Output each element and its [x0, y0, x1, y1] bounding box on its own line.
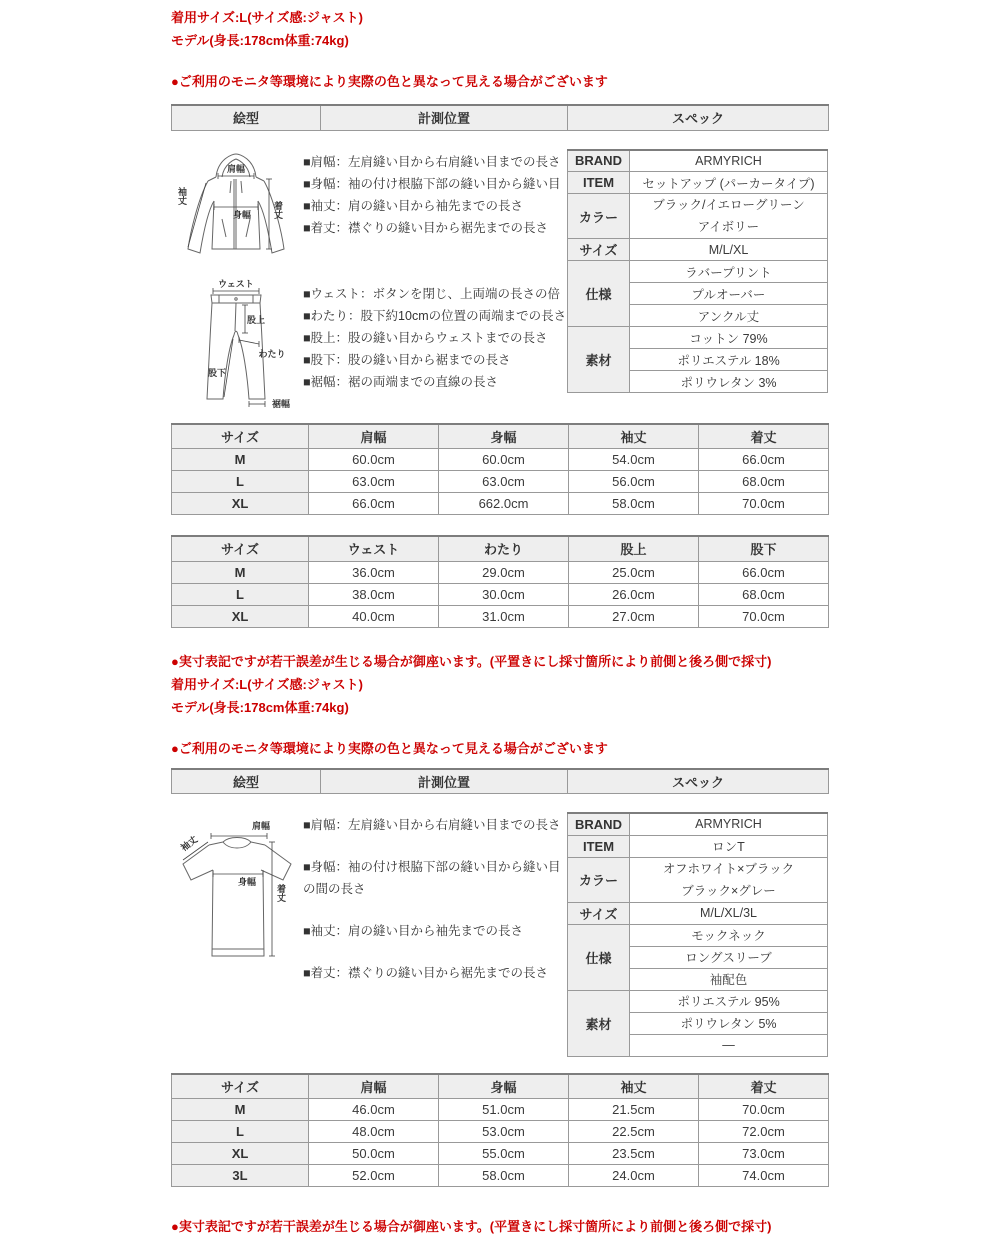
- pants-waist-label: ウェスト: [218, 278, 254, 289]
- spec-value-material: ポリウレタン 5%: [630, 1012, 828, 1034]
- size-name-cell: XL: [172, 493, 309, 515]
- spec-value-color: [630, 857, 828, 902]
- section2-body: [171, 812, 828, 1057]
- size-value-cell: 74.0cm: [699, 1165, 829, 1187]
- hoodie-width-label: 身幅: [232, 209, 252, 220]
- size-name-cell: XL: [172, 605, 309, 627]
- size-col-header: 肩幅: [309, 1074, 439, 1099]
- size-value-cell: 56.0cm: [569, 471, 699, 493]
- section1-measure-descriptions: [303, 149, 567, 393]
- spacer: [171, 719, 828, 737]
- size-value-cell: 60.0cm: [309, 449, 439, 471]
- size-value-cell: 66.0cm: [699, 449, 829, 471]
- measure-item: ■着丈：襟ぐりの縫い目から裾先までの長さ: [303, 966, 549, 980]
- spec-value-material: ポリエステル 95%: [630, 990, 828, 1012]
- size-name-cell: L: [172, 583, 309, 605]
- section2-spec-table: [567, 812, 828, 1057]
- measure-item: ■ウェスト：ボタンを閉じ、上両端の長さの倍: [303, 286, 561, 301]
- size-value-cell: 38.0cm: [309, 583, 439, 605]
- spec-label-color: カラー: [568, 194, 630, 239]
- size-value-cell: 63.0cm: [309, 471, 439, 493]
- size-value-cell: 73.0cm: [699, 1143, 829, 1165]
- section1-diagrams: [171, 149, 303, 409]
- size-value-cell: 22.5cm: [569, 1121, 699, 1143]
- spec-color-line: ブラック/イエローグリーン: [652, 198, 805, 212]
- spec-value-material: コットン 79%: [630, 327, 828, 349]
- size-col-header: サイズ: [172, 536, 309, 561]
- jacket-size-table: [171, 423, 829, 516]
- model-note: モデル(身長:178cm体重:74kg): [171, 33, 349, 48]
- spec-label-material: 素材: [568, 327, 630, 393]
- size-value-cell: 60.0cm: [439, 449, 569, 471]
- measure-item: ■肩幅：左肩縫い目から右肩縫い目までの長さ: [303, 154, 561, 169]
- size-col-header: 身幅: [439, 424, 569, 449]
- spec-value-material: —: [630, 1034, 828, 1056]
- disclaimer-note: ●実寸表記ですが若干誤差が生じる場合が御座います。(平置きにし採寸箇所により前側と後ろ側で採寸): [171, 653, 772, 669]
- size-name-cell: L: [172, 1121, 309, 1143]
- section1-body: [171, 149, 828, 409]
- size-value-cell: 70.0cm: [699, 605, 829, 627]
- pants-diagram-icon: [179, 277, 297, 409]
- column-header-illustration: 絵型: [172, 769, 321, 794]
- column-header-illustration: 絵型: [172, 105, 321, 130]
- spec-color-line: オフホワイト×ブラック: [662, 861, 795, 876]
- tshirt-length-label: 着丈: [276, 884, 286, 902]
- spec-label-features: 仕様: [568, 261, 630, 327]
- measure-item: ■身幅：袖の付け根脇下部の縫い目から縫い目: [303, 176, 561, 191]
- table-row: [172, 583, 829, 605]
- hoodie-shoulder-label: 肩幅: [226, 163, 246, 174]
- tshirt-shoulder-label: 肩幅: [251, 821, 271, 831]
- pants-rise-label: 股上: [246, 314, 266, 325]
- spec-color-line: ブラック×グレー: [681, 883, 776, 898]
- table-row: [172, 605, 829, 627]
- size-col-header: 袖丈: [569, 1074, 699, 1099]
- size-col-header: サイズ: [172, 1074, 309, 1099]
- spec-value-feature: プルオーバー: [630, 283, 828, 305]
- size-col-header: 股下: [699, 536, 829, 561]
- column-header-measure-position: 計測位置: [321, 105, 568, 130]
- tshirt-diagram-icon: [171, 816, 301, 976]
- hoodie-diagram-icon: [174, 149, 299, 269]
- section1-spec: [567, 149, 828, 394]
- size-value-cell: 40.0cm: [309, 605, 439, 627]
- spec-value-brand: ARMYRICH: [630, 813, 828, 835]
- spec-label-brand: BRAND: [568, 813, 630, 835]
- spec-value-feature: ロングスリーブ: [630, 946, 828, 968]
- size-value-cell: 58.0cm: [439, 1165, 569, 1187]
- size-value-cell: 50.0cm: [309, 1143, 439, 1165]
- spec-value-material: ポリウレタン 3%: [630, 371, 828, 393]
- disclaimer-note-bottom: ●実寸表記ですが若干誤差が生じる場合が御座います。(平置きにし採寸箇所により前側と後ろ側で採寸): [171, 1219, 772, 1234]
- measure-item: ■袖丈：肩の縫い目から袖先までの長さ: [303, 924, 524, 938]
- section2-header-table: [171, 768, 829, 795]
- size-col-header: わたり: [439, 536, 569, 561]
- section2-spec: [567, 812, 828, 1057]
- spacer: [171, 52, 828, 70]
- table-row: [172, 449, 829, 471]
- wear-size-note: 着用サイズ:L(サイズ感:ジャスト): [171, 10, 363, 25]
- pants-measure-group: [303, 283, 567, 393]
- size-value-cell: 53.0cm: [439, 1121, 569, 1143]
- table-row: [172, 1121, 829, 1143]
- column-header-spec: スペック: [568, 105, 829, 130]
- table-row: [172, 471, 829, 493]
- size-col-header: 身幅: [439, 1074, 569, 1099]
- size-value-cell: 662.0cm: [439, 493, 569, 515]
- spec-label-item: ITEM: [568, 835, 630, 857]
- size-name-cell: M: [172, 1099, 309, 1121]
- measure-item: ■袖丈：肩の縫い目から袖先までの長さ: [303, 198, 524, 213]
- table-row: [172, 561, 829, 583]
- column-header-measure-position: 計測位置: [321, 769, 568, 794]
- size-col-header: サイズ: [172, 424, 309, 449]
- spec-value-color: [630, 194, 828, 239]
- spec-value-feature: ラバープリント: [630, 261, 828, 283]
- model-note: モデル(身長:178cm体重:74kg): [171, 699, 349, 715]
- size-name-cell: M: [172, 561, 309, 583]
- spec-value-feature: モックネック: [630, 924, 828, 946]
- spec-label-size: サイズ: [568, 239, 630, 261]
- tshirt-width-label: 身幅: [237, 877, 257, 887]
- size-value-cell: 52.0cm: [309, 1165, 439, 1187]
- size-value-cell: 66.0cm: [699, 561, 829, 583]
- size-value-cell: 27.0cm: [569, 605, 699, 627]
- pants-size-table: [171, 535, 829, 628]
- monitor-note: ●ご利用のモニタ等環境により実際の色と異なって見える場合がございます: [171, 740, 608, 756]
- measure-item: ■わたり：股下約10cmの位置の両端までの長さ: [303, 308, 567, 323]
- size-value-cell: 70.0cm: [699, 1099, 829, 1121]
- size-value-cell: 24.0cm: [569, 1165, 699, 1187]
- spec-value-size: M/L/XL/3L: [630, 902, 828, 924]
- table-row: [172, 1099, 829, 1121]
- size-name-cell: XL: [172, 1143, 309, 1165]
- size-value-cell: 55.0cm: [439, 1143, 569, 1165]
- size-value-cell: 30.0cm: [439, 583, 569, 605]
- size-col-header: 着丈: [699, 1074, 829, 1099]
- size-value-cell: 29.0cm: [439, 561, 569, 583]
- size-value-cell: 31.0cm: [439, 605, 569, 627]
- spec-label-brand: BRAND: [568, 150, 630, 172]
- size-value-cell: 36.0cm: [309, 561, 439, 583]
- column-header-spec: スペック: [568, 769, 829, 794]
- section2-diagrams: [171, 812, 303, 976]
- mid-notes: [171, 650, 828, 760]
- spec-label-material: 素材: [568, 990, 630, 1056]
- pants-hem-label: 裾幅: [271, 398, 291, 409]
- spec-value-feature: アンクル丈: [630, 305, 828, 327]
- size-col-header: 袖丈: [569, 424, 699, 449]
- size-value-cell: 58.0cm: [569, 493, 699, 515]
- section2-measure-descriptions: [303, 812, 567, 1004]
- size-value-cell: 46.0cm: [309, 1099, 439, 1121]
- monitor-note: ●ご利用のモニタ等環境により実際の色と異なって見える場合がございます: [171, 74, 608, 89]
- tee-size-table: [171, 1073, 829, 1188]
- spec-value-item: ロンT: [630, 835, 828, 857]
- section1-spec-table: [567, 149, 828, 394]
- spec-label-item: ITEM: [568, 172, 630, 194]
- size-value-cell: 48.0cm: [309, 1121, 439, 1143]
- spec-value-material: ポリエステル 18%: [630, 349, 828, 371]
- spec-label-size: サイズ: [568, 902, 630, 924]
- spec-label-features: 仕様: [568, 924, 630, 990]
- measure-item: ■股下：股の縫い目から裾までの長さ: [303, 352, 511, 367]
- size-value-cell: 68.0cm: [699, 583, 829, 605]
- size-value-cell: 51.0cm: [439, 1099, 569, 1121]
- size-value-cell: 70.0cm: [699, 493, 829, 515]
- size-col-header: 肩幅: [309, 424, 439, 449]
- spec-value-item: セットアップ (パーカータイプ): [630, 172, 828, 194]
- hoodie-sleeve-label: 袖丈: [177, 186, 187, 205]
- size-value-cell: 21.5cm: [569, 1099, 699, 1121]
- size-value-cell: 26.0cm: [569, 583, 699, 605]
- measure-item: ■裾幅：裾の両端までの直線の長さ: [303, 374, 499, 389]
- hoodie-length-label: 着丈: [273, 200, 283, 219]
- pants-thigh-label: わたり: [258, 348, 286, 359]
- spec-value-size: M/L/XL: [630, 239, 828, 261]
- size-col-header: 着丈: [699, 424, 829, 449]
- spec-color-line: アイボリー: [697, 220, 760, 234]
- size-name-cell: 3L: [172, 1165, 309, 1187]
- tshirt-sleeve-label: 袖丈: [178, 834, 200, 854]
- spec-value-brand: ARMYRICH: [630, 150, 828, 172]
- measure-item: ■身幅：袖の付け根脇下部の縫い目から縫い目の間の長さ: [303, 860, 561, 896]
- size-col-header: ウェスト: [309, 536, 439, 561]
- table-row: [172, 1165, 829, 1187]
- wear-size-note: 着用サイズ:L(サイズ感:ジャスト): [171, 676, 363, 692]
- size-col-header: 股上: [569, 536, 699, 561]
- size-value-cell: 25.0cm: [569, 561, 699, 583]
- pants-inseam-label: 股下: [207, 367, 227, 378]
- size-value-cell: 68.0cm: [699, 471, 829, 493]
- table-row: [172, 1143, 829, 1165]
- size-name-cell: M: [172, 449, 309, 471]
- size-value-cell: 63.0cm: [439, 471, 569, 493]
- spec-value-feature: 袖配色: [630, 968, 828, 990]
- table-row: [172, 493, 829, 515]
- section1-header-table: [171, 104, 829, 131]
- size-value-cell: 54.0cm: [569, 449, 699, 471]
- size-name-cell: L: [172, 471, 309, 493]
- size-value-cell: 23.5cm: [569, 1143, 699, 1165]
- measure-item: ■着丈：襟ぐりの縫い目から裾先までの長さ: [303, 220, 549, 235]
- size-value-cell: 66.0cm: [309, 493, 439, 515]
- size-value-cell: 72.0cm: [699, 1121, 829, 1143]
- measure-item: ■肩幅：左肩縫い目から右肩縫い目までの長さ: [303, 818, 561, 832]
- spec-label-color: カラー: [568, 857, 630, 902]
- measure-item: ■股上：股の縫い目からウェストまでの長さ: [303, 330, 548, 345]
